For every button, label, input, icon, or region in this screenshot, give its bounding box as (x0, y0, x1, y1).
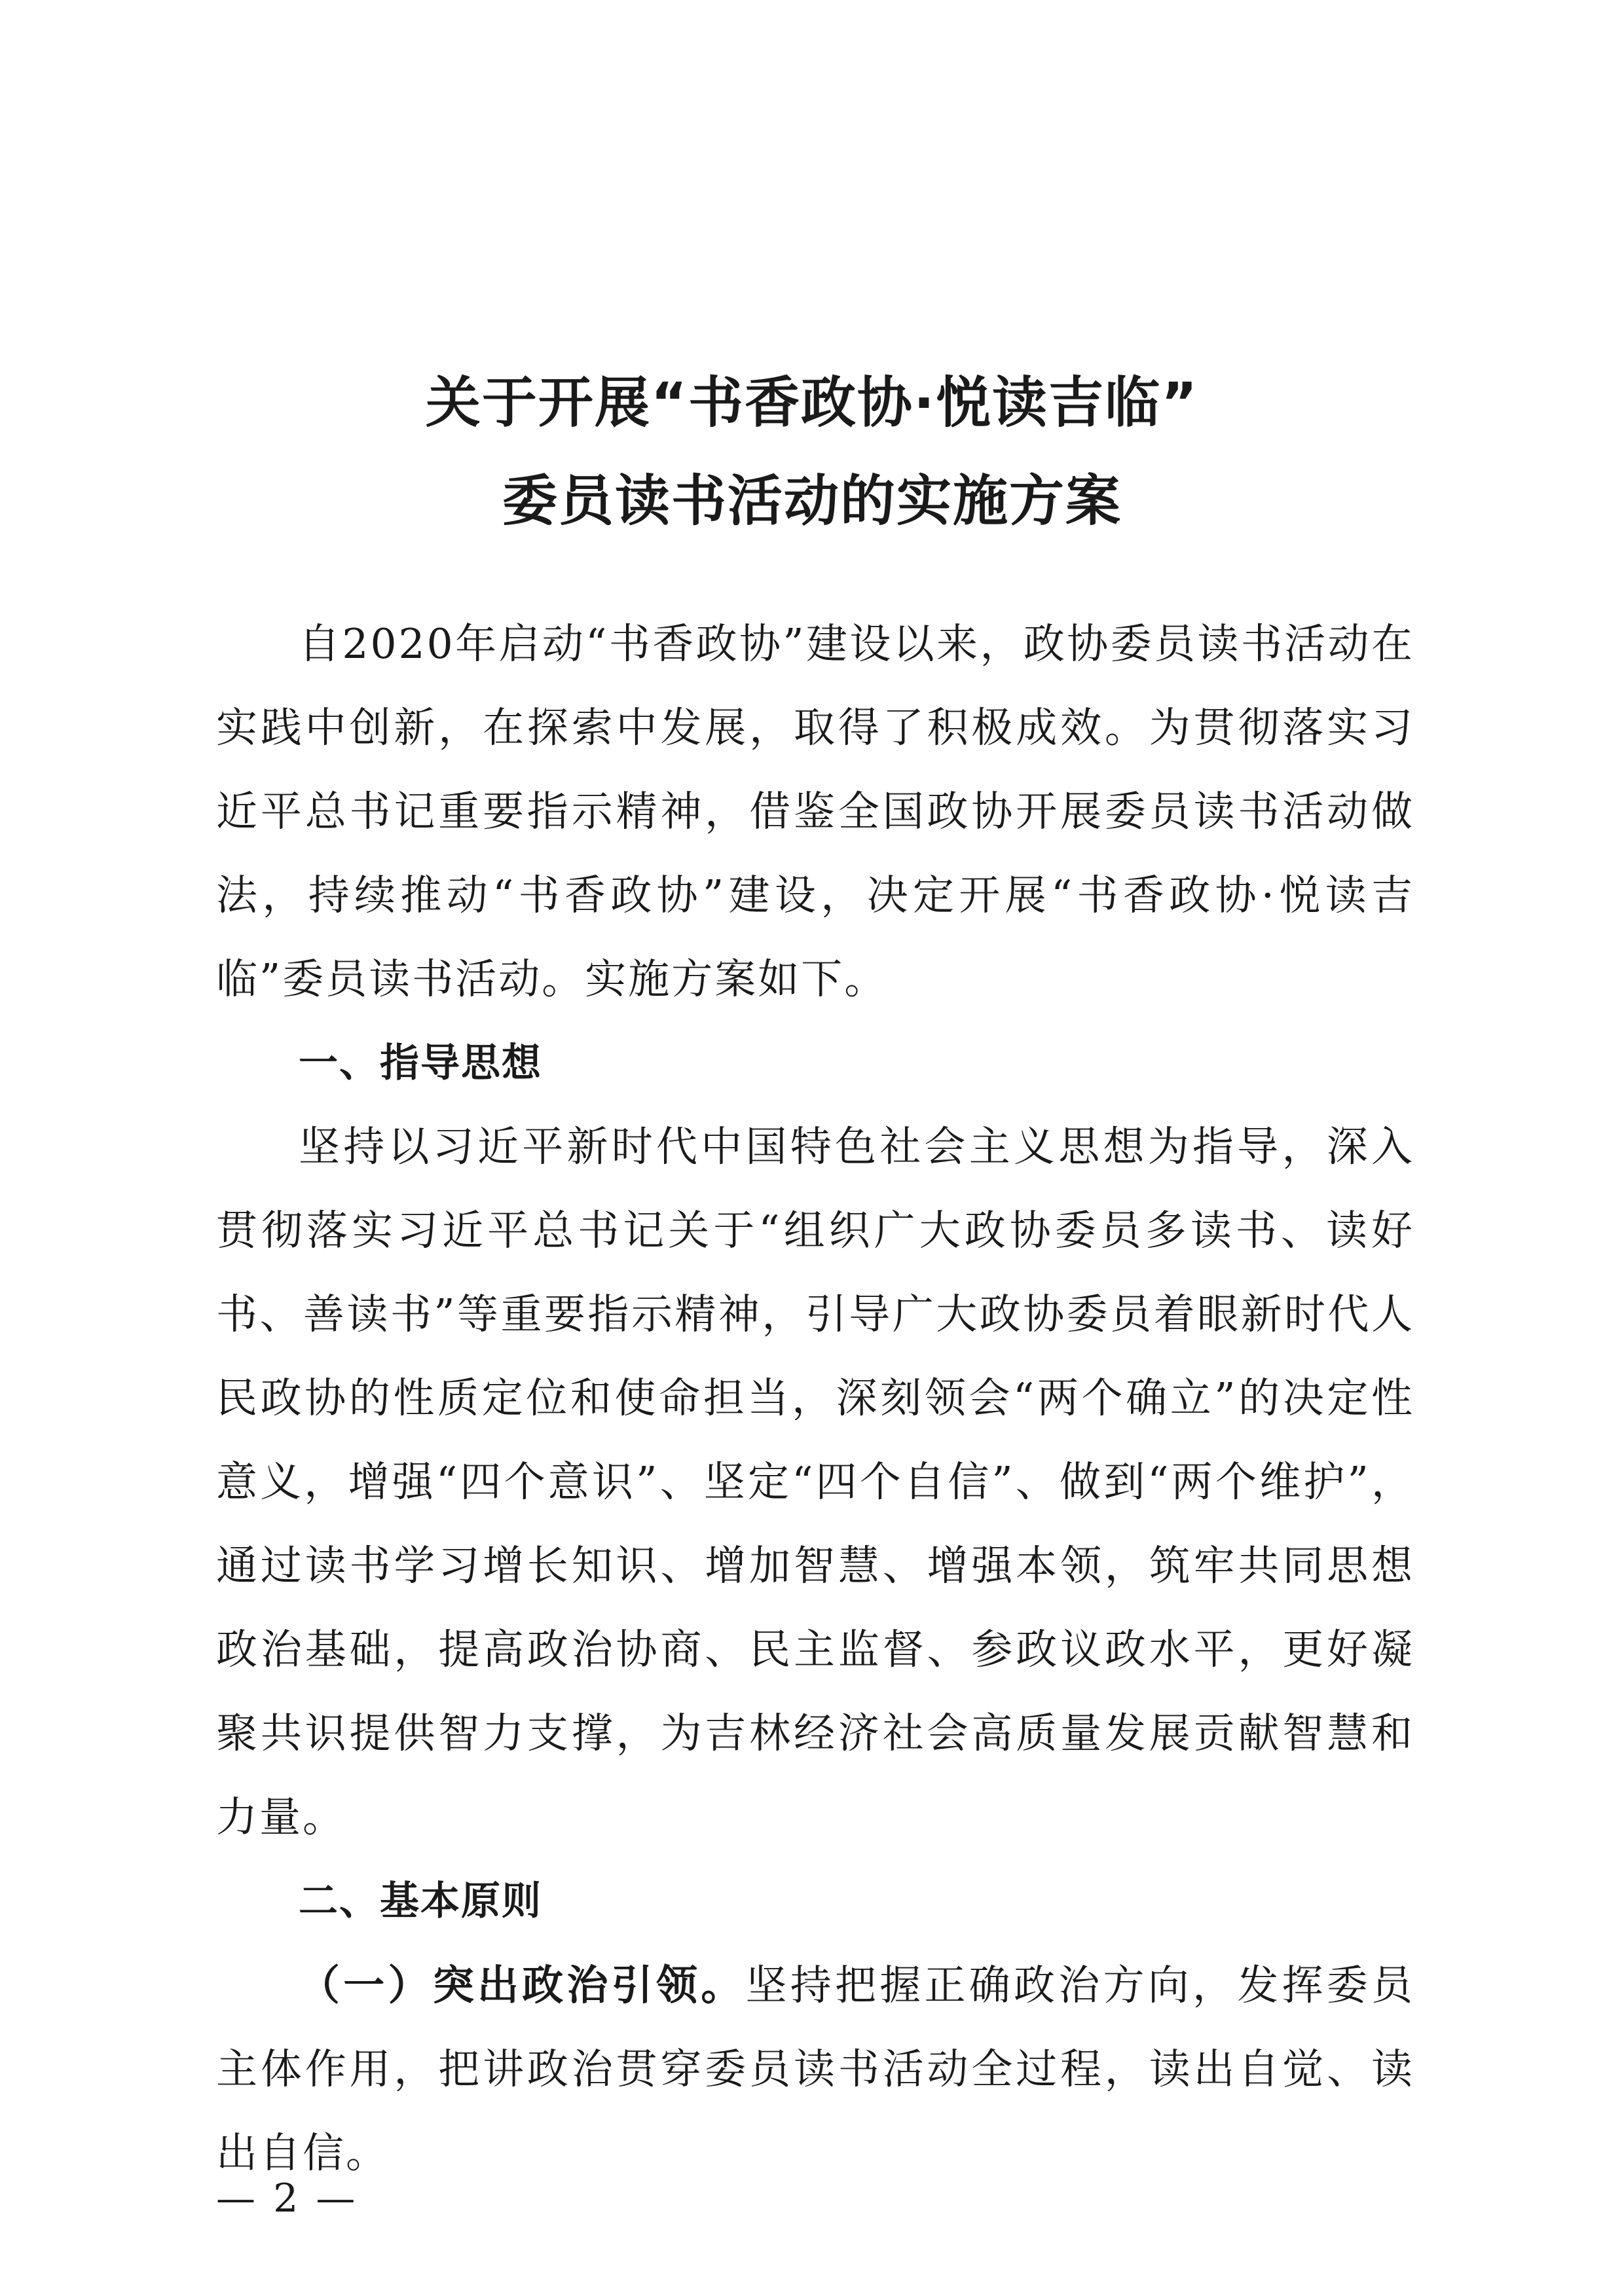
section-heading-basic-principles: 二、基本原则 (299, 1878, 542, 1924)
intro-paragraph: 自2020年启动“书香政协”建设以来，政协委员读书活动在实践中创新，在探索中发展，取得了积极成效。为贯彻落实习近平总书记重要指示精神，借鉴全国政协开展委员读书活动做法，持续推动“书香政协”建设，决定开展“书香政协·悦读吉临”委员读书活动。实施方案如下。 (216, 620, 1414, 1003)
guiding-thought-paragraph: 坚持以习近平新时代中国特色社会主义思想为指导，深入贯彻落实习近平总书记关于“组织广大政协委员多读书、读好书、善读书”等重要指示精神，引导广大政协委员着眼新时代人民政协的性质定位和使命担当，深刻领会“两个确立”的决定性意义，增强“四个意识”、坚定“四个自信”、做到“两个维护”，通过读书学习增长知识、增加智慧、增强本领，筑牢共同思想政治基础，提高政治协商、民主监督、参政议政水平，更好凝聚共识提供智力支撑，为吉林经济社会高质量发展贡献智慧和力量。 (216, 1123, 1414, 1841)
title-line-1: 关于开展“书香政协·悦读吉临” (425, 371, 1199, 435)
document-body (216, 602, 1414, 2195)
document-title (216, 354, 1408, 550)
page-number: — 2 — (216, 2176, 358, 2221)
principle-1-lead: （一）突出政治引领。 (299, 1961, 746, 2009)
principle-1-body: 坚持把握正确政治方向，发挥委员主体作用，把讲政治贯穿委员读书活动全过程，读出自觉、读出自信。 (216, 1961, 1414, 2177)
section-heading-guiding-thought: 一、指导思想 (299, 1040, 542, 1086)
principle-1-paragraph (216, 1943, 1414, 2195)
title-line-2: 委员读书活动的实施方案 (502, 469, 1122, 533)
